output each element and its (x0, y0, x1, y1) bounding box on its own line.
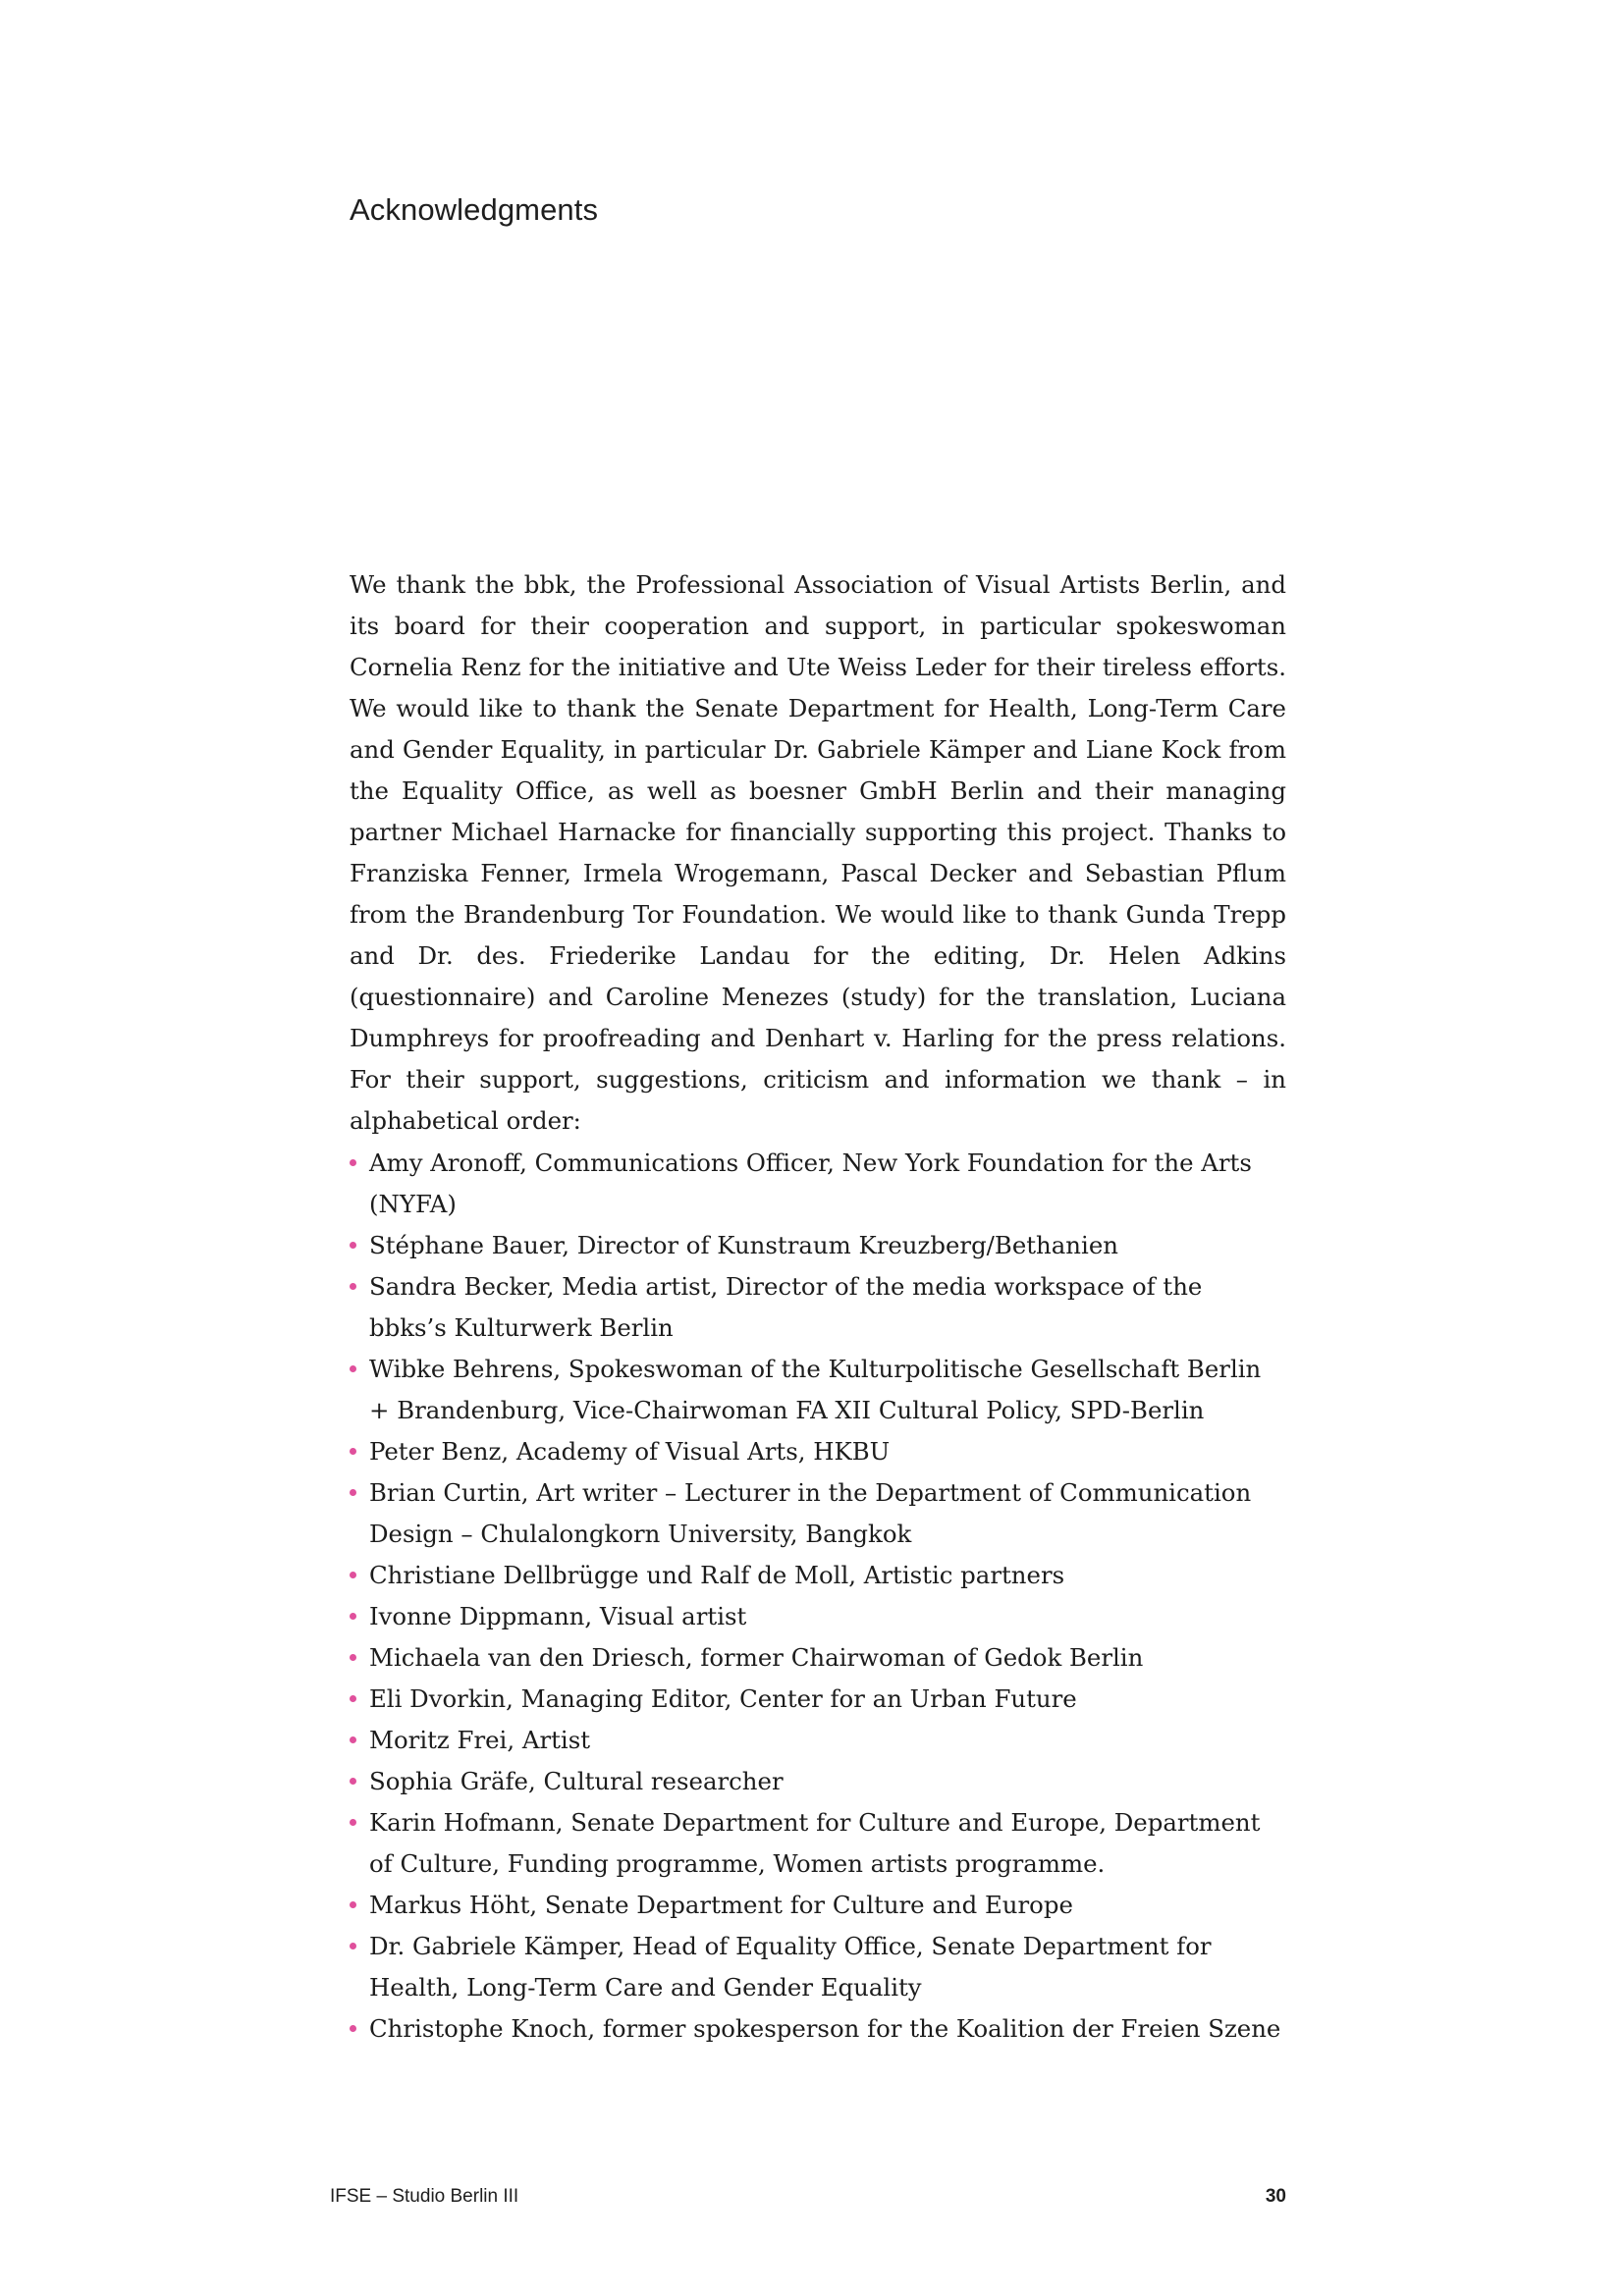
intro-paragraph: We thank the bbk, the Professional Association of Visual Artists Berlin, and its board for their cooperation and support, in particular spokeswoman Cornelia Renz for the initiative and Ute Weiss Leder for their tireless efforts. We would like to thank the Senate Department for Health, Long-Term Care and Gender Equality, in particular Dr. Gabriele Kämper and Liane Kock from the Equality Office, as well as boesner GmbH Berlin and their managing partner Michael Harnacke for financially supporting this project. Thanks to Franziska Fenner, Irmela Wrogemann, Pascal Decker and Sebastian Pflum from the Brandenburg Tor Foundation. We would like to thank Gunda Trepp and Dr. des. Friederike Landau for the editing, Dr. Helen Adkins (questionnaire) and Caroline Menezes (study) for the translation, Luciana Dumphreys for proofreading and Denhart v. Harling for the press relations. For their support, suggestions, criticism and information we thank – in alphabetical order: (350, 570, 1286, 1135)
list-item (350, 1225, 1286, 1266)
list-item-text: Sophia Gräfe, Cultural researcher (369, 1767, 784, 1795)
list-item (350, 1720, 1286, 1761)
list-item-text: Peter Benz, Academy of Visual Arts, HKBU (369, 1437, 891, 1466)
bullet-icon (350, 1489, 356, 1496)
list-item-text: Dr. Gabriele Kämper, Head of Equality Office, Senate Department for Health, Long-Term Care and Gender Equality (369, 1932, 1212, 2002)
page-number: 30 (1265, 2186, 1286, 2207)
bullet-icon (350, 1943, 356, 1949)
list-item-text: Stéphane Bauer, Director of Kunstraum Kreuzberg/Bethanien (369, 1231, 1118, 1259)
list-item (350, 1596, 1286, 1637)
list-item-text: Michaela van den Driesch, former Chairwoman of Gedok Berlin (369, 1643, 1144, 1672)
list-item (350, 1885, 1286, 1926)
bullet-icon (350, 1901, 356, 1908)
bullet-icon (350, 1819, 356, 1826)
list-item-text: Markus Höht, Senate Department for Culture and Europe (369, 1891, 1073, 1919)
acknowledgments-list (350, 1143, 1286, 2050)
footer-publication: IFSE – Studio Berlin III (330, 2186, 519, 2207)
list-item (350, 2008, 1286, 2050)
list-item-text: Moritz Frei, Artist (369, 1726, 591, 1754)
list-item-text: Ivonne Dippmann, Visual artist (369, 1602, 747, 1630)
list-item (350, 1637, 1286, 1679)
bullet-icon (350, 1613, 356, 1620)
bullet-icon (350, 1572, 356, 1578)
bullet-icon (350, 1283, 356, 1290)
list-item (350, 1143, 1286, 1225)
list-item-text: Amy Aronoff, Communications Officer, New York Foundation for the Arts (NYFA) (369, 1148, 1252, 1218)
bullet-icon (350, 1365, 356, 1372)
list-item (350, 1472, 1286, 1555)
list-item (350, 1761, 1286, 1802)
list-item (350, 1349, 1286, 1431)
list-item (350, 1555, 1286, 1596)
bullet-icon (350, 1242, 356, 1249)
list-item (350, 1926, 1286, 2008)
bullet-icon (350, 1778, 356, 1785)
page-title: Acknowledgments (350, 192, 599, 227)
list-item-text: Sandra Becker, Media artist, Director of the media workspace of the bbks’s Kulturwerk Berlin (369, 1272, 1203, 1342)
list-item-text: Christophe Knoch, former spokesperson for the Koalition der Freien Szene (369, 2014, 1281, 2043)
bullet-icon (350, 1736, 356, 1743)
bullet-icon (350, 1695, 356, 1702)
list-item-text: Wibke Behrens, Spokeswoman of the Kulturpolitische Gesellschaft Berlin + Brandenburg, Vice-Chairwoman FA XII Cultural Policy, SPD-Berlin (369, 1355, 1262, 1424)
bullet-icon (350, 2025, 356, 2032)
list-item-text: Karin Hofmann, Senate Department for Culture and Europe, Department of Culture, Funding programme, Women artists programme. (369, 1808, 1261, 1878)
bullet-icon (350, 1448, 356, 1455)
list-item (350, 1802, 1286, 1885)
list-item (350, 1679, 1286, 1720)
list-item (350, 1266, 1286, 1349)
bullet-icon (350, 1159, 356, 1166)
list-item-text: Eli Dvorkin, Managing Editor, Center for an Urban Future (369, 1684, 1077, 1713)
bullet-icon (350, 1654, 356, 1661)
list-item-text: Brian Curtin, Art writer – Lecturer in the Department of Communication Design – Chulalongkorn University, Bangkok (369, 1478, 1252, 1548)
list-item-text: Christiane Dellbrügge und Ralf de Moll, Artistic partners (369, 1561, 1065, 1589)
list-item (350, 1431, 1286, 1472)
